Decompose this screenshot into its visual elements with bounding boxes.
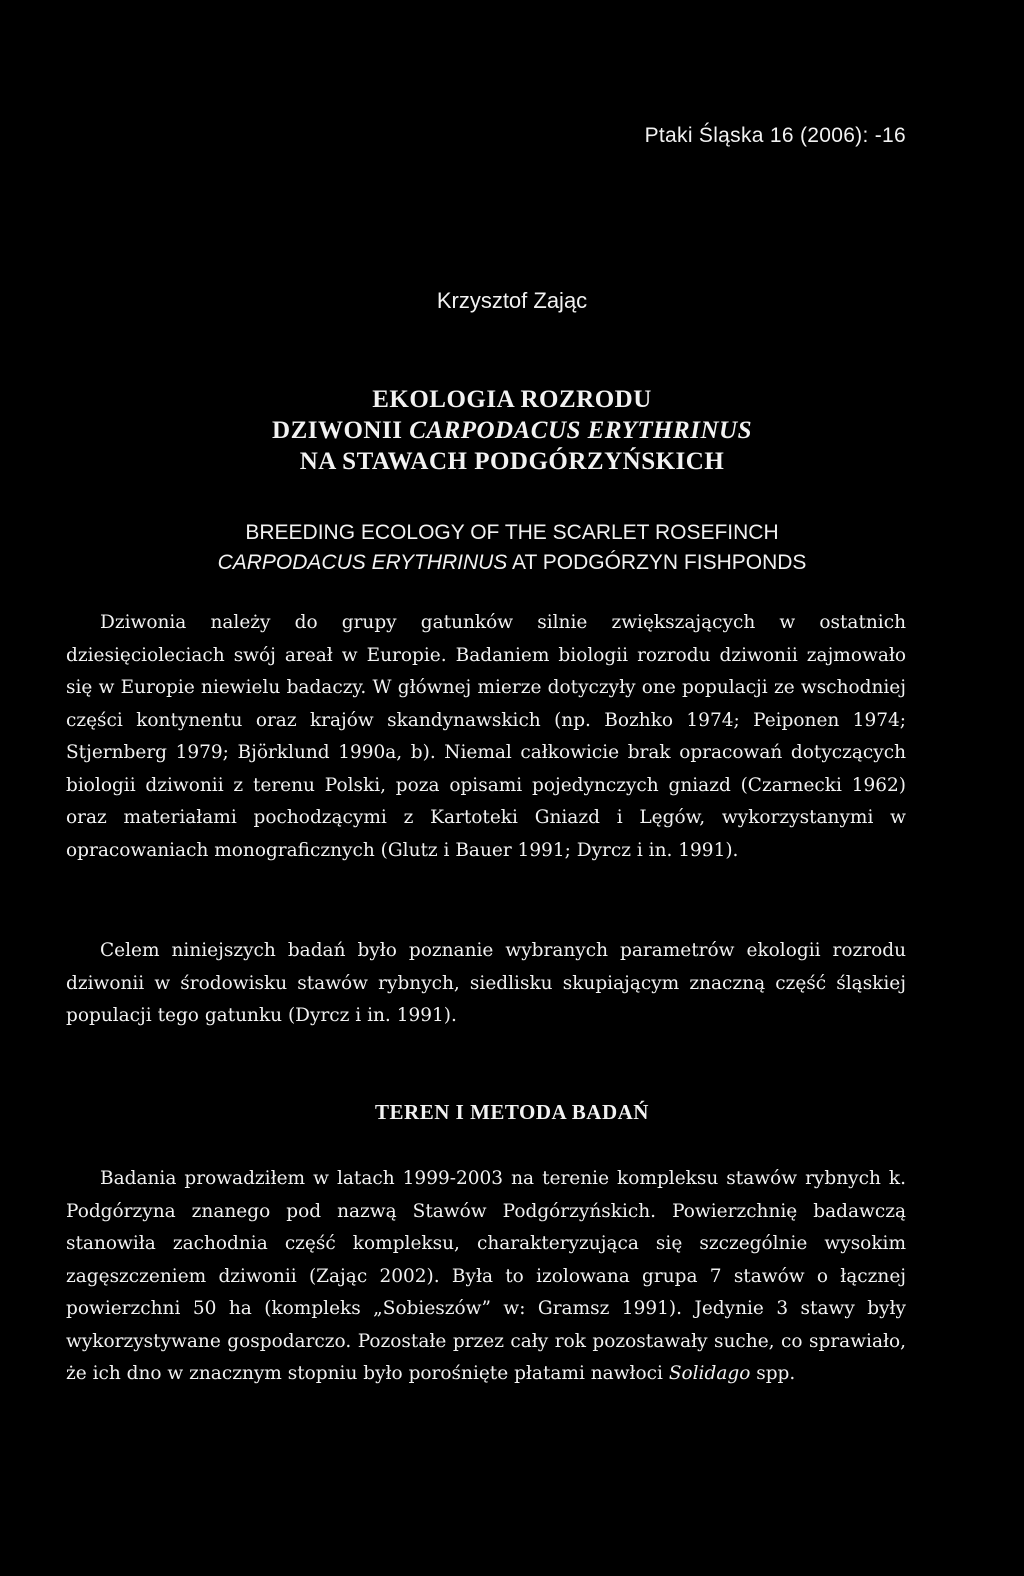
section-heading: TEREN I METODA BADAŃ xyxy=(375,1100,649,1124)
intro-paragraph: Dziwonia należy do grupy gatunków silnie zwiększających w ostatnich dziesięcioleciach swój areał w Europie. Badaniem biologii rozrodu dziwonii zajmowało się w Europie niewielu badaczy. W głównej mierze dotyczyły one populacji ze wschodniej części kontynentu oraz krajów skandynawskich (np. Bozhko 1974; Peiponen 1974; Stjernberg 1979; Björklund 1990a, b). Niemal całkowicie brak opracowań dotyczących biologii dziwonii z terenu Polski, poza opisami pojedynczych gniazd (Czarnecki 1962) oraz materiałami pochodzącymi z Kartoteki Gniazd i Lęgów, wykorzystanymi w opracowaniach monograficznych (Glutz i Bauer 1991; Dyrcz i in. 1991). xyxy=(66,612,906,861)
title-english-line-2 xyxy=(0,548,1024,578)
title-polish-line-2 xyxy=(0,415,1024,446)
title-english-line-1: BREEDING ECOLOGY OF THE SCARLET ROSEFINCH xyxy=(245,521,779,544)
title-polish-line-1: EKOLOGIA ROZRODU xyxy=(372,386,652,413)
methods-paragraph xyxy=(66,1163,906,1391)
goal-paragraph: Celem niniejszych badań było poznanie wybranych parametrów ekologii rozrodu dziwonii w środowisku stawów rybnych, siedlisku skupiającym znaczną część śląskiej populacji tego gatunku (Dyrcz i in. 1991). xyxy=(66,940,906,1026)
methods-latin-genus: Solidago xyxy=(668,1363,751,1384)
title-polish-prefix: DZIWONII xyxy=(272,417,403,444)
title-english-line-2-rest: AT PODGÓRZYN FISHPONDS xyxy=(507,551,807,574)
title-english-latin-name: CARPODACUS ERYTHRINUS xyxy=(217,551,508,574)
intro-section xyxy=(66,607,906,867)
methods-section xyxy=(66,1163,906,1391)
title-polish-line-3: NA STAWACH PODGÓRZYŃSKICH xyxy=(299,448,725,475)
title-polish xyxy=(0,384,1024,477)
methods-text-end: spp. xyxy=(750,1363,796,1384)
journal-header: Ptaki Śląska 16 (2006): -16 xyxy=(644,124,906,147)
author-name: Krzysztof Zając xyxy=(436,288,588,313)
goal-section xyxy=(66,935,906,1033)
title-polish-latin-name: CARPODACUS ERYTHRINUS xyxy=(409,417,752,444)
title-english xyxy=(0,518,1024,578)
methods-text: Badania prowadziłem w latach 1999-2003 na terenie kompleksu stawów rybnych k. Podgórzyna znanego pod nazwą Stawów Podgórzyńskich. Powierzchnię badawczą stanowiła zachodnia część kompleksu, charakteryzująca się szczególnie wysokim zagęszczeniem dziwonii (Zając 2002). Była to izolowana grupa 7 stawów o łącznej powierzchni 50 ha (kompleks „Sobieszów” w: Gramsz 1991). Jedynie 3 stawy były wykorzystywane gospodarczo. Pozostałe przez cały rok pozostawały suche, co sprawiało, że ich dno w znacznym stopniu było porośnięte płatami nawłoci xyxy=(66,1168,906,1384)
